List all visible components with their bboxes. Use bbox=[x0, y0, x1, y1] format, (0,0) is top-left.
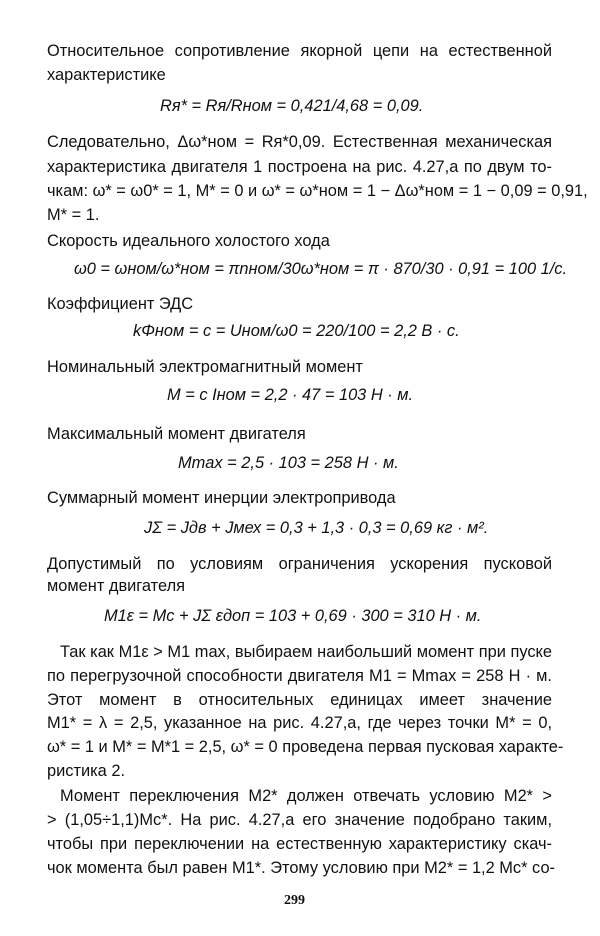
paragraph-line: Относительное сопротивление якорной цепи на естественной bbox=[47, 42, 552, 60]
paragraph-line: характеристике bbox=[47, 66, 166, 84]
formula: kΦном = c = Uном/ω0 = 220/100 = 2,2 В · с. bbox=[133, 322, 460, 340]
paragraph-line: чок момента был равен M1*. Этому условию при M2* = 1,2 Mc* со- bbox=[47, 859, 556, 877]
paragraph-line: Максимальный момент двигателя bbox=[47, 425, 306, 443]
paragraph-line: Скорость идеального холостого хода bbox=[47, 232, 330, 250]
paragraph-line: ω* = 1 и M* = M*1 = 2,5, ω* = 0 проведена первая пусковая характе- bbox=[47, 738, 564, 756]
paragraph-line: M1* = λ = 2,5, указанное на рис. 4.27,а, где через точки M* = 0, bbox=[47, 714, 552, 732]
paragraph-line: Так как M1ε > M1 max, выбираем наибольший момент при пуске bbox=[60, 643, 552, 661]
paragraph-line: Допустимый по условиям ограничения ускорения пусковой bbox=[47, 555, 552, 573]
paragraph-line: Момент переключения M2* должен отвечать условию M2* > bbox=[60, 787, 552, 805]
paragraph-line: Номинальный электромагнитный момент bbox=[47, 358, 363, 376]
paragraph-line: ристика 2. bbox=[47, 762, 125, 780]
paragraph-line: по перегрузочной способности двигателя M1 = Mmax = 258 Н · м. bbox=[47, 667, 552, 685]
formula: Mmax = 2,5 · 103 = 258 Н · м. bbox=[178, 454, 399, 472]
paragraph-line: момент двигателя bbox=[47, 577, 186, 595]
paragraph-line: Суммарный момент инерции электропривода bbox=[47, 489, 396, 507]
formula: M1ε = Mc + JΣ εдоп = 103 + 0,69 · 300 = 310 Н · м. bbox=[104, 607, 482, 625]
formula: Rя* = Rя/Rном = 0,421/4,68 = 0,09. bbox=[160, 97, 424, 115]
paragraph-line: чтобы при переключении на естественную характеристику скач- bbox=[47, 835, 552, 853]
paragraph-line: Коэффициент ЭДС bbox=[47, 295, 194, 313]
paragraph-line: чкам: ω* = ω0* = 1, M* = 0 и ω* = ω*ном = 1 − Δω*ном = 1 − 0,09 = 0,91, bbox=[47, 182, 588, 200]
paragraph-line: Этот момент в относительных единицах имеет значение bbox=[47, 691, 552, 709]
paragraph-line: M* = 1. bbox=[47, 206, 100, 224]
paragraph-line: > (1,05÷1,1)Mc*. На рис. 4.27,а его значение подобрано таким, bbox=[47, 811, 552, 829]
paragraph-line: Следовательно, Δω*ном = Rя*0,09. Естественная механическая bbox=[47, 133, 552, 151]
formula: JΣ = Jдв + Jмех = 0,3 + 1,3 · 0,3 = 0,69 кг · м². bbox=[144, 519, 489, 537]
formula: M = c Iном = 2,2 · 47 = 103 Н · м. bbox=[167, 386, 414, 404]
paragraph-line: характеристика двигателя 1 построена на рис. 4.27,а по двум то- bbox=[47, 158, 552, 176]
formula: ω0 = ωном/ω*ном = πnном/30ω*ном = π · 870/30 · 0,91 = 100 1/c. bbox=[74, 260, 568, 278]
page-number: 299 bbox=[284, 893, 305, 908]
